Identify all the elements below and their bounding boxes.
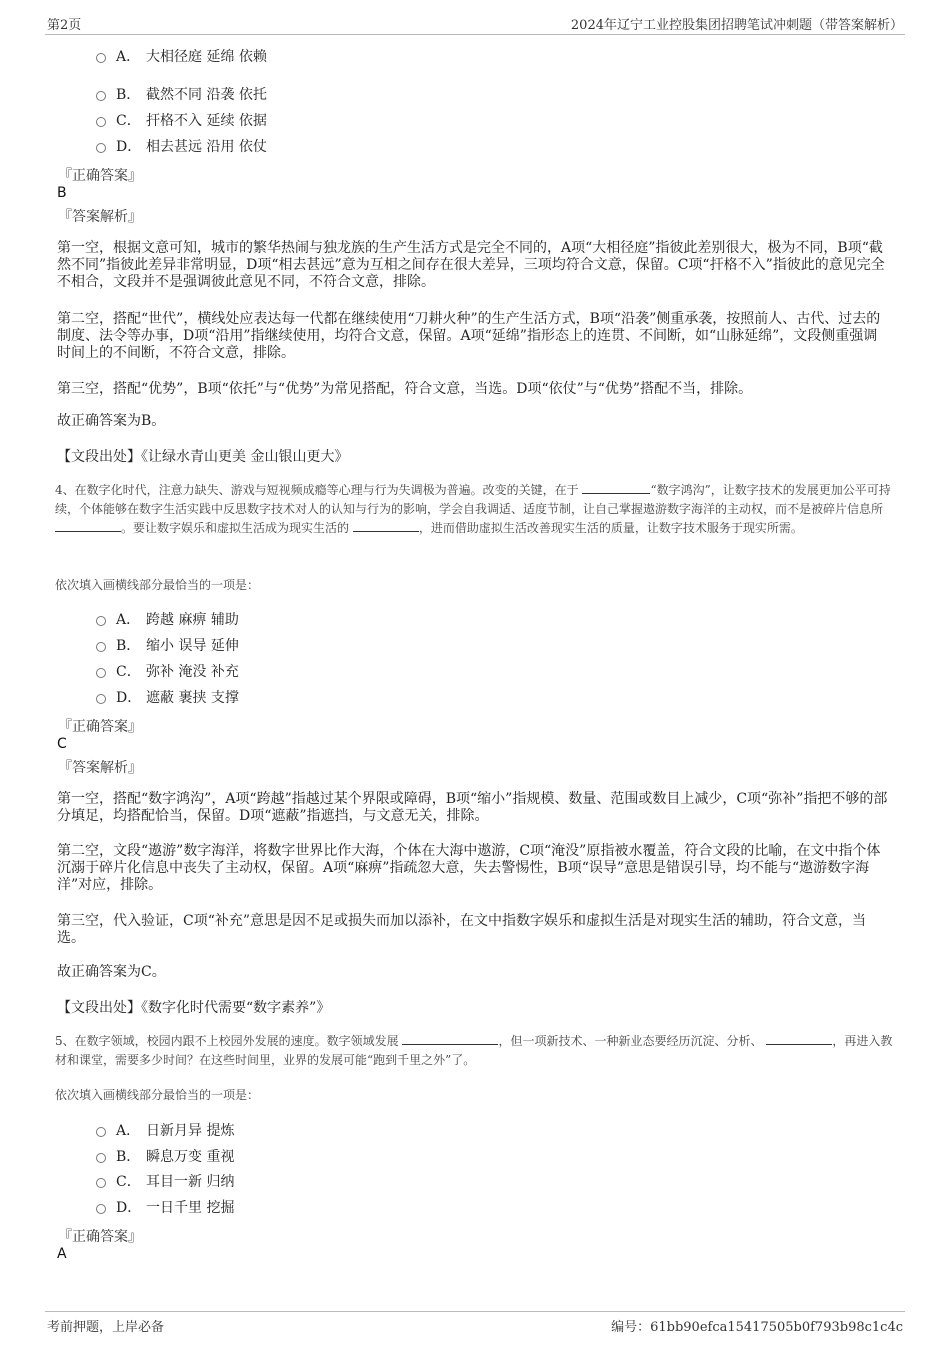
option-c[interactable]: C． 弥补 淹没 补充 — [96, 661, 239, 683]
option-a[interactable]: A． 跨越 麻痹 辅助 — [96, 609, 239, 631]
analysis-conclusion: 故正确答案为B。 — [57, 413, 166, 429]
source-line: 【文段出处】《数字化时代需要“数字素养”》 — [57, 1000, 331, 1016]
answer-label: 『正确答案』 — [58, 719, 142, 735]
footer-slogan: 考前押题，上岸必备 — [47, 1320, 165, 1335]
radio-icon[interactable] — [96, 1153, 106, 1163]
document-title: 2024年辽宁工业控股集团招聘笔试冲刺题（带答案解析） — [570, 18, 903, 33]
fill-blank — [55, 519, 121, 532]
analysis-paragraph: 第一空，根据文意可知，城市的繁华热闹与独龙族的生产生活方式是完全不同的，A项“大相径庭”指彼此差别很大，极为不同，B项“截然不同”指彼此差异非常明显，D项“相去甚远”意为互相之间存在很大差异，三项均符合文意，保留。C项“扞格不入”指彼此的意见完全不相合，文段并不是强调彼此意见不同，不符合文意，排除。 — [57, 240, 885, 290]
option-b[interactable]: B． 缩小 误导 延伸 — [96, 635, 239, 657]
source-line: 【文段出处】《让绿水青山更美 金山银山更大》 — [57, 449, 349, 465]
radio-icon[interactable] — [96, 91, 106, 101]
analysis-conclusion: 故正确答案为C。 — [57, 964, 166, 980]
fill-blank — [353, 519, 419, 532]
page-header — [45, 14, 905, 35]
radio-icon[interactable] — [96, 642, 106, 652]
option-d[interactable]: D． 一日千里 挖掘 — [96, 1197, 234, 1219]
answer-value: C — [57, 736, 67, 752]
option-d[interactable]: D． 遮蔽 裹挟 支撑 — [96, 687, 239, 709]
radio-icon[interactable] — [96, 143, 106, 153]
analysis-label: 『答案解析』 — [58, 760, 142, 776]
fill-blank — [402, 1032, 498, 1045]
page-footer — [45, 1311, 905, 1336]
radio-icon[interactable] — [96, 53, 106, 63]
document-id: 编号：61bb90efca15417505b0f793b98c1c4c — [611, 1320, 903, 1335]
answer-label: 『正确答案』 — [58, 168, 142, 184]
question-stem: 5、在数字领域，校园内跟不上校园外发展的速度。数字领域发展 ，但一项新技术、一种新业态要经历沉淀、分析、 ，再进入教材和课堂，需要多少时间？在这些时间里，业界的发展可能“跑到千里之外”了。 — [55, 1034, 893, 1067]
analysis-paragraph: 第一空，搭配“数字鸿沟”，A项“跨越”指越过某个界限或障碍，B项“缩小”指规模、数量、范围或数目上减少，C项“弥补”指把不够的部分填足，均搭配恰当，保留。D项“遮蔽”指遮挡，与文意无关，排除。 — [57, 791, 888, 824]
radio-icon[interactable] — [96, 1127, 106, 1137]
radio-icon[interactable] — [96, 668, 106, 678]
option-c[interactable]: C． 耳目一新 归纳 — [96, 1171, 234, 1193]
radio-icon[interactable] — [96, 616, 106, 626]
fill-blank — [582, 481, 650, 494]
radio-icon[interactable] — [96, 1204, 106, 1214]
radio-icon[interactable] — [96, 1178, 106, 1188]
analysis-paragraph: 第三空，搭配“优势”，B项“依托”与“优势”为常见搭配，符合文意，当选。D项“依仗”与“优势”搭配不当，排除。 — [57, 381, 753, 397]
analysis-label: 『答案解析』 — [58, 209, 142, 225]
radio-icon[interactable] — [96, 694, 106, 704]
analysis-paragraph: 第二空，搭配“世代”，横线处应表达每一代都在继续使用“刀耕火种”的生产生活方式，B项“沿袭”侧重承袭，按照前人、古代、过去的制度、法令等办事，D项“沿用”指继续使用，均符合文意，保留。A项“延绵”指形态上的连贯、不间断，如“山脉延绵”，文段侧重强调时间上的不间断，不符合文意，排除。 — [57, 311, 881, 361]
question-stem: 4、在数字化时代，注意力缺失、游戏与短视频成瘾等心理与行为失调极为普遍。改变的关键，在于 “数字鸿沟”，让数字技术的发展更加公平可持续，个体能够在数字生活实践中反思数字技术对人的认知与行为的影响，学会自我调适、适度节制，让自己掌握遨游数字海洋的主动权，而不是被碎片信息所 。要让数字娱乐和虚拟生活成为现实生活的 ，进而借助虚拟生活改善现实生活的质量，让数字技术服务于现实所需。 — [55, 483, 891, 535]
option-c[interactable]: C． 扞格不入 延续 依据 — [96, 110, 267, 132]
question-prompt: 依次填入画横线部分最恰当的一项是： — [55, 1088, 260, 1102]
option-d[interactable]: D． 相去甚远 沿用 依仗 — [96, 136, 267, 158]
option-a[interactable]: A． 大相径庭 延绵 依赖 — [96, 46, 267, 68]
question-prompt: 依次填入画横线部分最恰当的一项是： — [55, 578, 260, 592]
option-b[interactable]: B． 截然不同 沿袭 依托 — [96, 84, 267, 106]
option-a[interactable]: A． 日新月异 提炼 — [96, 1120, 234, 1142]
page-number: 第2页 — [47, 18, 82, 33]
analysis-paragraph: 第三空，代入验证，C项“补充”意思是因不足或损失而加以添补，在文中指数字娱乐和虚拟生活是对现实生活的辅助，符合文意，当选。 — [57, 913, 867, 946]
option-b[interactable]: B． 瞬息万变 重视 — [96, 1146, 234, 1168]
analysis-paragraph: 第二空，文段“遨游”数字海洋，将数字世界比作大海，个体在大海中遨游，C项“淹没”原指被水覆盖，符合文段的比喻，在文中指个体沉溺于碎片化信息中丧失了主动权，保留。A项“麻痹”指疏忽大意，失去警惕性，B项“误导”意思是错误引导，均不能与“遨游数字海洋”对应，排除。 — [57, 843, 881, 893]
radio-icon[interactable] — [96, 117, 106, 127]
fill-blank — [766, 1032, 832, 1045]
answer-value: A — [57, 1246, 67, 1262]
answer-label: 『正确答案』 — [58, 1229, 142, 1245]
answer-value: B — [57, 185, 67, 201]
